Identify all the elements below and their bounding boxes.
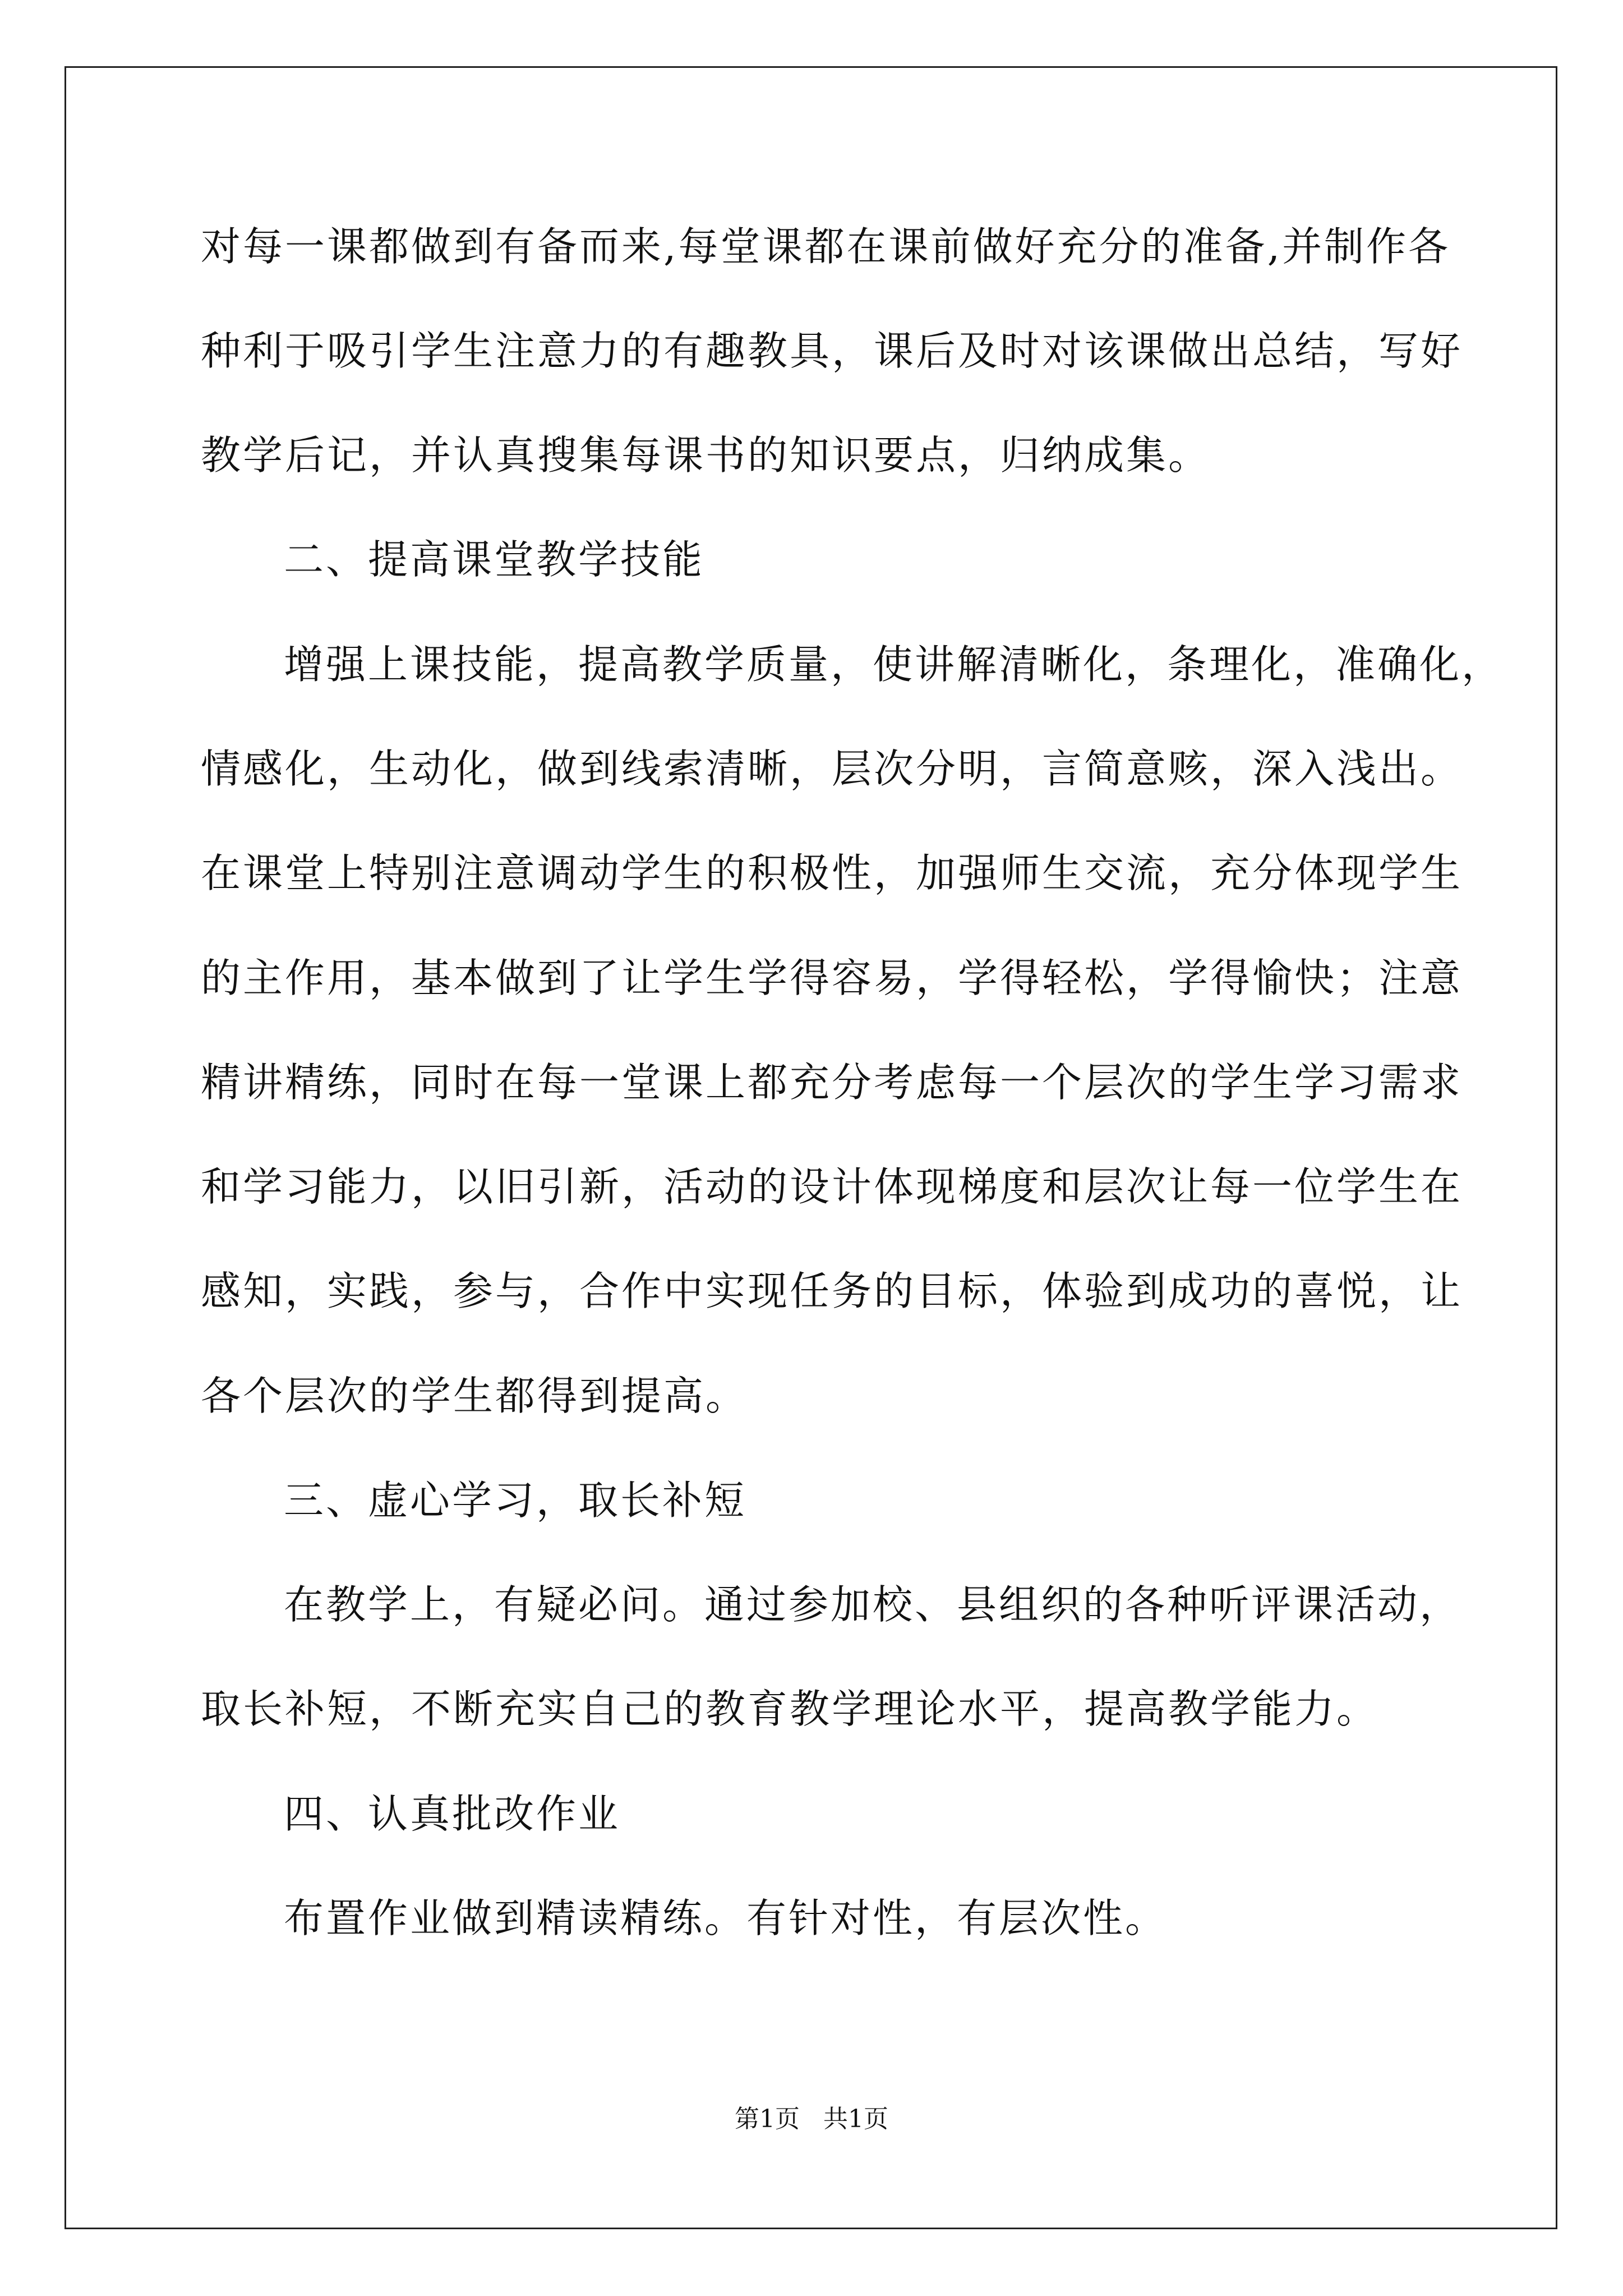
section-heading: 四、认真批改作业	[284, 1791, 621, 1837]
section-heading: 二、提高课堂教学技能	[284, 536, 705, 583]
paragraph-line: 和学习能力，以旧引新，活动的设计体现梯度和层次让每一位学生在	[201, 1163, 1463, 1210]
section-heading: 三、虚心学习，取长补短	[284, 1477, 747, 1524]
paragraph-line: 增强上课技能，提高教学质量，使讲解清晰化，条理化，准确化，	[284, 641, 1504, 688]
paragraph-line: 种利于吸引学生注意力的有趣教具，课后及时对该课做出总结，写好	[201, 328, 1463, 374]
paragraph-line: 各个层次的学生都得到提高。	[201, 1373, 748, 1419]
page-number-footer: 第1页 共1页	[735, 2105, 888, 2133]
paragraph-line: 对每一课都做到有备而来,每堂课都在课前做好充分的准备,并制作各	[201, 223, 1451, 270]
paragraph-line: 情感化，生动化，做到线索清晰，层次分明，言简意赅，深入浅出。	[201, 746, 1463, 792]
paragraph-line: 在课堂上特别注意调动学生的积极性，加强师生交流，充分体现学生	[201, 850, 1463, 896]
paragraph-line: 布置作业做到精读精练。有针对性，有层次性。	[284, 1895, 1168, 1941]
paragraph-line: 的主作用，基本做到了让学生学得容易，学得轻松，学得愉快；注意	[201, 955, 1463, 1001]
paragraph-line: 精讲精练，同时在每一堂课上都充分考虑每一个层次的学生学习需求	[201, 1059, 1463, 1106]
paragraph-line: 取长补短，不断充实自己的教育教学理论水平，提高教学能力。	[201, 1686, 1379, 1732]
paragraph-line: 在教学上，有疑必问。通过参加校、县组织的各种听评课活动，	[284, 1581, 1462, 1628]
paragraph-line: 教学后记，并认真搜集每课书的知识要点，归纳成集。	[201, 432, 1211, 478]
paragraph-line: 感知，实践，参与，合作中实现任务的目标，体验到成功的喜悦，让	[201, 1268, 1463, 1314]
